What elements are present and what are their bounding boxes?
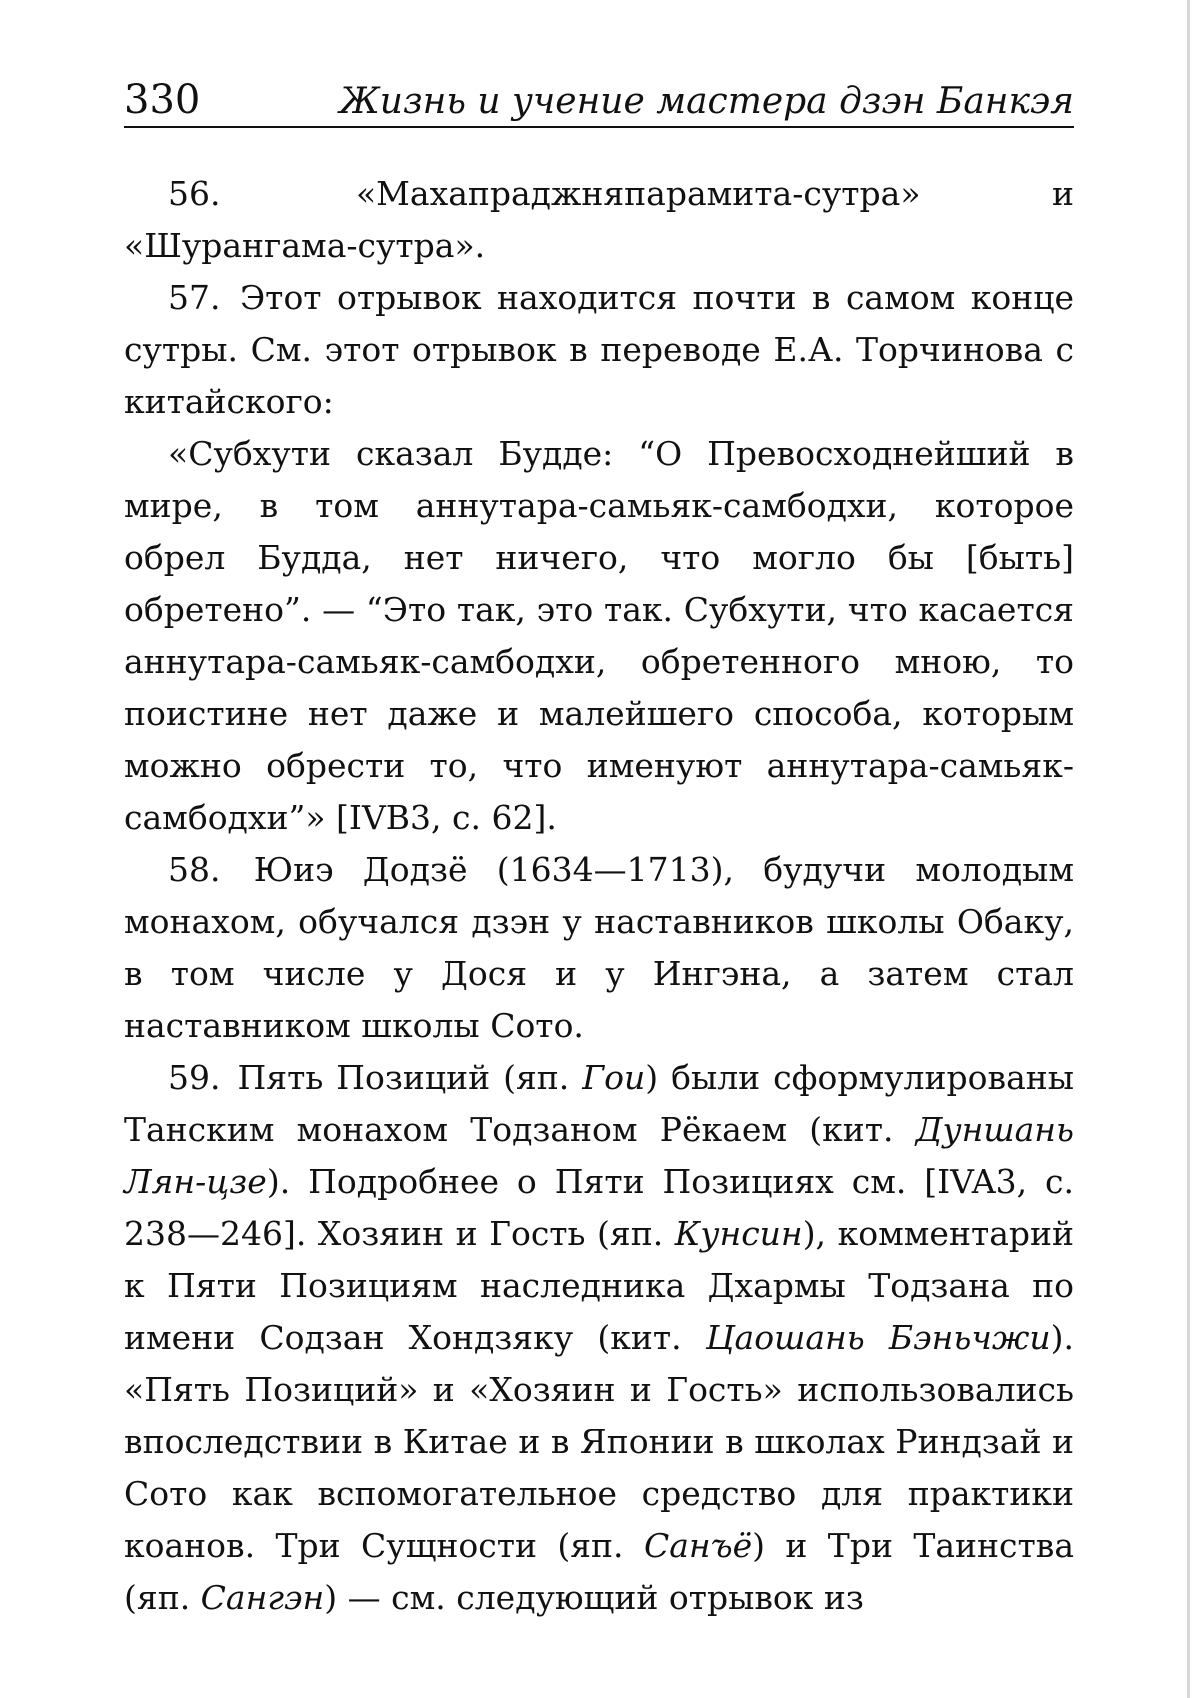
note-text: ), комментарий к Пяти Позициям наследника Дхармы Тодзана по имени Содзан Хондзяку (кит. (124, 1214, 1074, 1357)
note-number: 58. (168, 850, 221, 889)
book-page (124, 77, 1074, 1624)
note-number: 56. (168, 174, 221, 213)
note-text: ) и Три Таинства (яп. (124, 1526, 1074, 1617)
note-text: ). Подробнее о Пяти Позициях см. [IVA3, с. 238—246]. Хозяин и Гость (яп. (124, 1162, 1074, 1253)
note-57 (124, 272, 1074, 428)
note-text: ) — см. следующий отрывок из (324, 1578, 864, 1617)
japanese-term: Кунсин (674, 1214, 803, 1253)
japanese-term: Сангэн (200, 1578, 325, 1617)
note-59 (124, 1052, 1074, 1624)
running-title: Жизнь и учение мастера дзэн Банкэя (339, 81, 1074, 122)
endnotes (124, 168, 1074, 1624)
note-56 (124, 168, 1074, 272)
note-57-quote: «Субхути сказал Будде: “О Превосходнейший в мире, в том аннутара-самьяк-самбодхи, которое обрел Будда, нет ничего, что могло бы [быть] обретено”. — “Это так, это так. Субхути, что касается аннутара-самьяк-самбодхи, обретенного мною, то поистине нет даже и малейшего способа, которым можно обрести то, что именуют аннутара-самьяк-самбодхи”» [IVB3, с. 62]. (124, 434, 1074, 837)
note-text: ) были сформулированы Танским монахом Тодзаном Рёкаем (кит. (124, 1058, 1074, 1149)
note-text: Юиэ Додзё (1634—1713), будучи молодым монахом, обучался дзэн у наставников школы Обаку, в том числе у Дося и у Ингэна, а затем стал наставником школы Сото. (124, 850, 1074, 1045)
note-58 (124, 844, 1074, 1052)
note-number: 57. (168, 278, 221, 317)
running-head (124, 77, 1074, 128)
page-number: 330 (124, 77, 201, 123)
note-text: Этот отрывок находится почти в самом конце сутры. См. этот отрывок в переводе Е.А. Торчинова с китайского: (124, 278, 1074, 421)
note-text: Пять Позиций (яп. (237, 1058, 583, 1097)
note-number: 59. (168, 1058, 221, 1097)
note-text: «Махапраджняпарамита-сутра» и «Шурангама-сутра». (124, 174, 1074, 265)
chinese-name: Дуншань Лян-цзе (124, 1110, 1074, 1201)
japanese-term: Гои (582, 1058, 646, 1097)
note-text: ). «Пять Позиций» и «Хозяин и Гость» использовались впоследствии в Китае и в Японии в школах Риндзай и Сото как вспомогательное средство для практики коанов. Три Сущности (яп. (124, 1318, 1074, 1565)
chinese-name: Цаошань Бэньчжи (705, 1318, 1051, 1357)
japanese-term: Санъё (643, 1526, 753, 1565)
page-edge-line (1187, 0, 1190, 1698)
